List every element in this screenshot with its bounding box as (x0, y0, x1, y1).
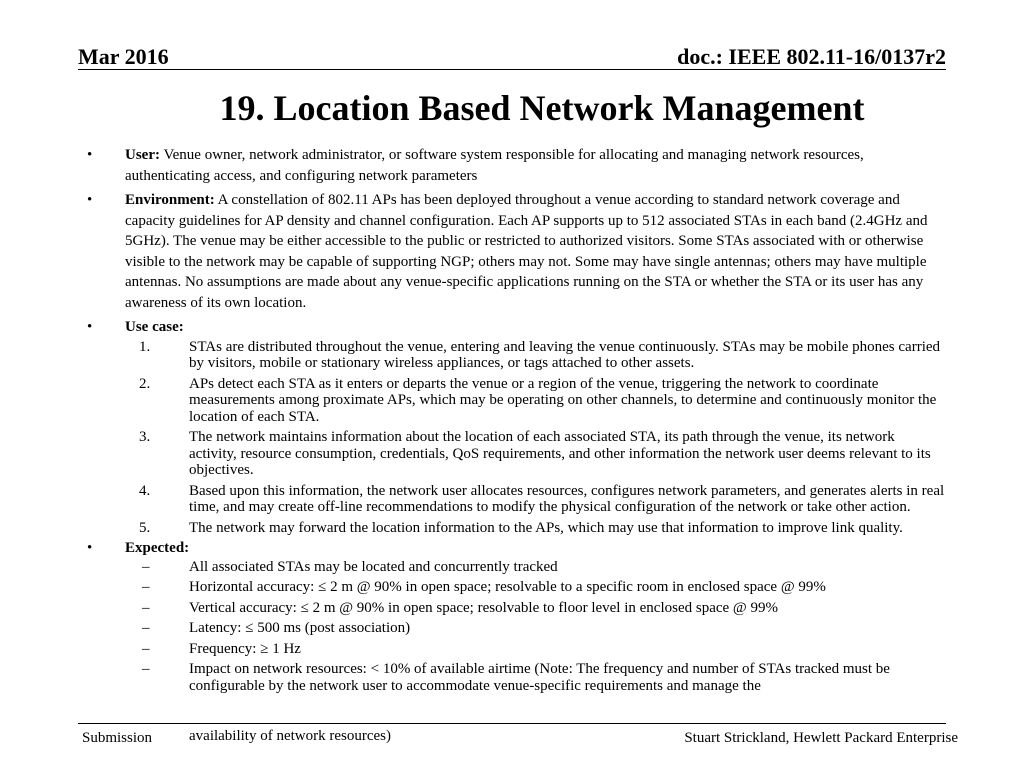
expected-text: Impact on network resources: < 10% of available airtime (Note: The frequency and number of STAs tracked must be configurable by the network user to accommodate venue-specific requirements and manage the (189, 661, 890, 694)
expected-item (87, 641, 945, 658)
dash-icon: – (142, 640, 150, 657)
dash-icon: – (142, 599, 150, 616)
footer-rule (78, 723, 946, 724)
use-case-label: Use case: (125, 319, 184, 335)
footer-author: Stuart Strickland, Hewlett Packard Enterprise (684, 730, 958, 746)
bullet-use-case (87, 317, 945, 338)
bullet-icon: • (87, 147, 93, 163)
expected-text: Frequency: ≥ 1 Hz (189, 640, 301, 657)
expected-item (87, 559, 945, 576)
environment-text: A constellation of 802.11 APs has been deployed throughout a venue according to standard network coverage and capacity guidelines for AP density and channel configuration. Each AP supports up to 512 associated STAs in each band (2.4GHz and 5GHz). The venue may be either accessible to the public or restricted to authorized visitors. Some STAs associated with or otherwise visible to the network may be capable of supporting NGP; others may not. Some may have single antennas; others may have multiple antennas. No assumptions are made about any venue-specific applications running on the STA or whether the STA or its user has any awareness of its own location. (125, 192, 928, 311)
use-case-item (87, 339, 945, 372)
bullet-expected (87, 538, 945, 559)
bullet-icon: • (87, 319, 93, 335)
footer-submission: Submission (82, 730, 153, 746)
item-text: The network may forward the location information to the APs, which may use that information to improve link quality. (189, 519, 903, 536)
header-rule (78, 69, 946, 70)
expected-label: Expected: (125, 540, 190, 556)
expected-text: Latency: ≤ 500 ms (post association) (189, 620, 411, 636)
item-number: 4. (139, 482, 151, 499)
item-number: 1. (139, 338, 151, 355)
dash-icon: – (142, 579, 150, 595)
item-text: The network maintains information about the location of each associated STA, its path through the venue, its network activity, resource consumption, credentials, QoS requirements, and other information the network user deems relevant to its objectives. (189, 429, 931, 478)
expected-item (87, 579, 945, 596)
use-case-item (87, 376, 945, 426)
item-number: 2. (139, 375, 151, 392)
bullet-environment (87, 190, 945, 313)
item-number: 5. (139, 519, 151, 536)
expected-item (87, 600, 945, 617)
user-label: User: (125, 147, 160, 163)
use-case-item (87, 429, 945, 479)
item-text: Based upon this information, the network user allocates resources, configures network parameters, and generates alerts in real time, and may create off-line recommendations to modify the physical configuration of the network or take other action. (189, 482, 945, 515)
user-text: Venue owner, network administrator, or software system responsible for allocating and managing network resources, authenticating access, and configuring network parameters (125, 147, 864, 184)
item-text: STAs are distributed throughout the venue, entering and leaving the venue continuously. STAs may be mobile phones carried by visitors, mobile or stationary wireless appliances, or tags attached to other assets. (189, 338, 941, 371)
use-case-item (87, 483, 945, 516)
dash-icon: – (142, 620, 150, 636)
bullet-icon: • (87, 192, 93, 208)
environment-label: Environment: (125, 192, 215, 208)
expected-text: Horizontal accuracy: ≤ 2 m @ 90% in open space; resolvable to a specific room in enclosed space @ 99% (189, 579, 826, 595)
bullet-icon: • (87, 540, 93, 556)
expected-item (87, 661, 945, 694)
expected-text-overflow: availability of network resources) (189, 728, 392, 744)
dash-icon: – (142, 661, 150, 677)
item-text: APs detect each STA as it enters or departs the venue or a region of the venue, triggering the network to coordinate measurements among proximate APs, which may be operating on other channels, to determine and continuously monitor the location of each STA. (189, 375, 937, 425)
header-date: Mar 2016 (78, 44, 169, 69)
slide-body (87, 145, 945, 694)
expected-text: All associated STAs may be located and concurrently tracked (189, 558, 558, 575)
expected-text: Vertical accuracy: ≤ 2 m @ 90% in open space; resolvable to floor level in enclosed space @ 99% (189, 599, 778, 616)
dash-icon: – (142, 558, 150, 575)
expected-item (87, 620, 945, 637)
header-doc-id: doc.: IEEE 802.11-16/0137r2 (677, 44, 946, 69)
use-case-item (87, 520, 945, 537)
item-number: 3. (139, 429, 151, 445)
bullet-user (87, 145, 945, 186)
slide-title: 19. Location Based Network Management (219, 88, 865, 128)
